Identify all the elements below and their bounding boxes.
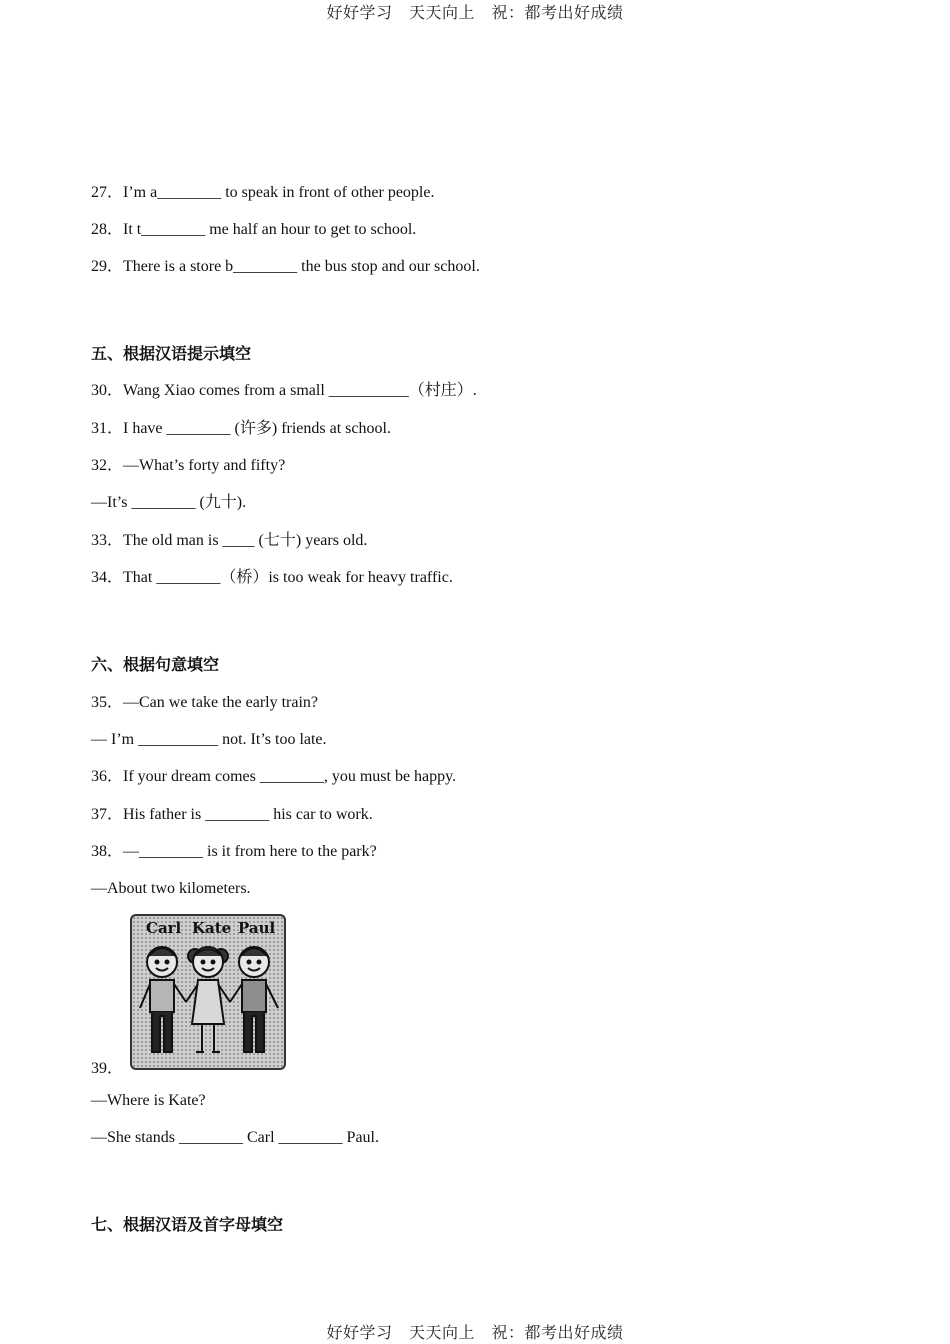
question-38: 38．—________ is it from here to the park? (91, 843, 377, 860)
question-29: 29．There is a store b________ the bus stop and our school. (91, 258, 480, 275)
picture-label-kate: Kate (192, 919, 232, 937)
question-36: 36．If your dream comes ________, you must be happy. (91, 768, 457, 785)
section-7-title: 七、根据汉语及首字母填空 (91, 1215, 284, 1234)
picture-label-carl: Carl (146, 919, 182, 937)
section-6-title: 六、根据句意填空 (91, 655, 220, 674)
question-32: 32．—What’s forty and fifty? (91, 457, 286, 474)
question-34: 34．That ________（桥）is too weak for heavy traffic. (91, 569, 453, 586)
child-figure-paul (230, 947, 278, 1052)
question-28: 28．It t________ me half an hour to get to school. (91, 221, 417, 238)
question-30: 30．Wang Xiao comes from a small __________（村庄）. (91, 382, 477, 399)
question-31: 31．I have ________ (许多) friends at school. (91, 420, 391, 437)
picture-label-paul: Paul (238, 919, 276, 937)
question-39-answer: —She stands ________ Carl ________ Paul. (91, 1129, 379, 1146)
question-37: 37．His father is ________ his car to work. (91, 806, 373, 823)
question-39-number: 39． (91, 1060, 124, 1077)
child-figure-carl (140, 947, 186, 1052)
question-35: 35．—Can we take the early train? (91, 694, 319, 711)
children-picture (130, 914, 286, 1070)
question-35-answer: — I’m __________ not. It’s too late. (91, 731, 327, 748)
question-27: 27．I’m a________ to speak in front of other people. (91, 184, 435, 201)
question-39-question: —Where is Kate? (91, 1092, 206, 1109)
section-5-title: 五、根据汉语提示填空 (91, 344, 252, 363)
question-33: 33．The old man is ____ (七十) years old. (91, 532, 368, 549)
page-footer: 好好学习 天天向上 祝：都考出好成绩 (326, 1323, 624, 1342)
child-figure-kate (186, 947, 230, 1052)
question-38-answer: —About two kilometers. (91, 880, 251, 897)
question-32-answer: —It’s ________ (九十). (91, 494, 247, 511)
page-header: 好好学习 天天向上 祝：都考出好成绩 (326, 3, 624, 22)
